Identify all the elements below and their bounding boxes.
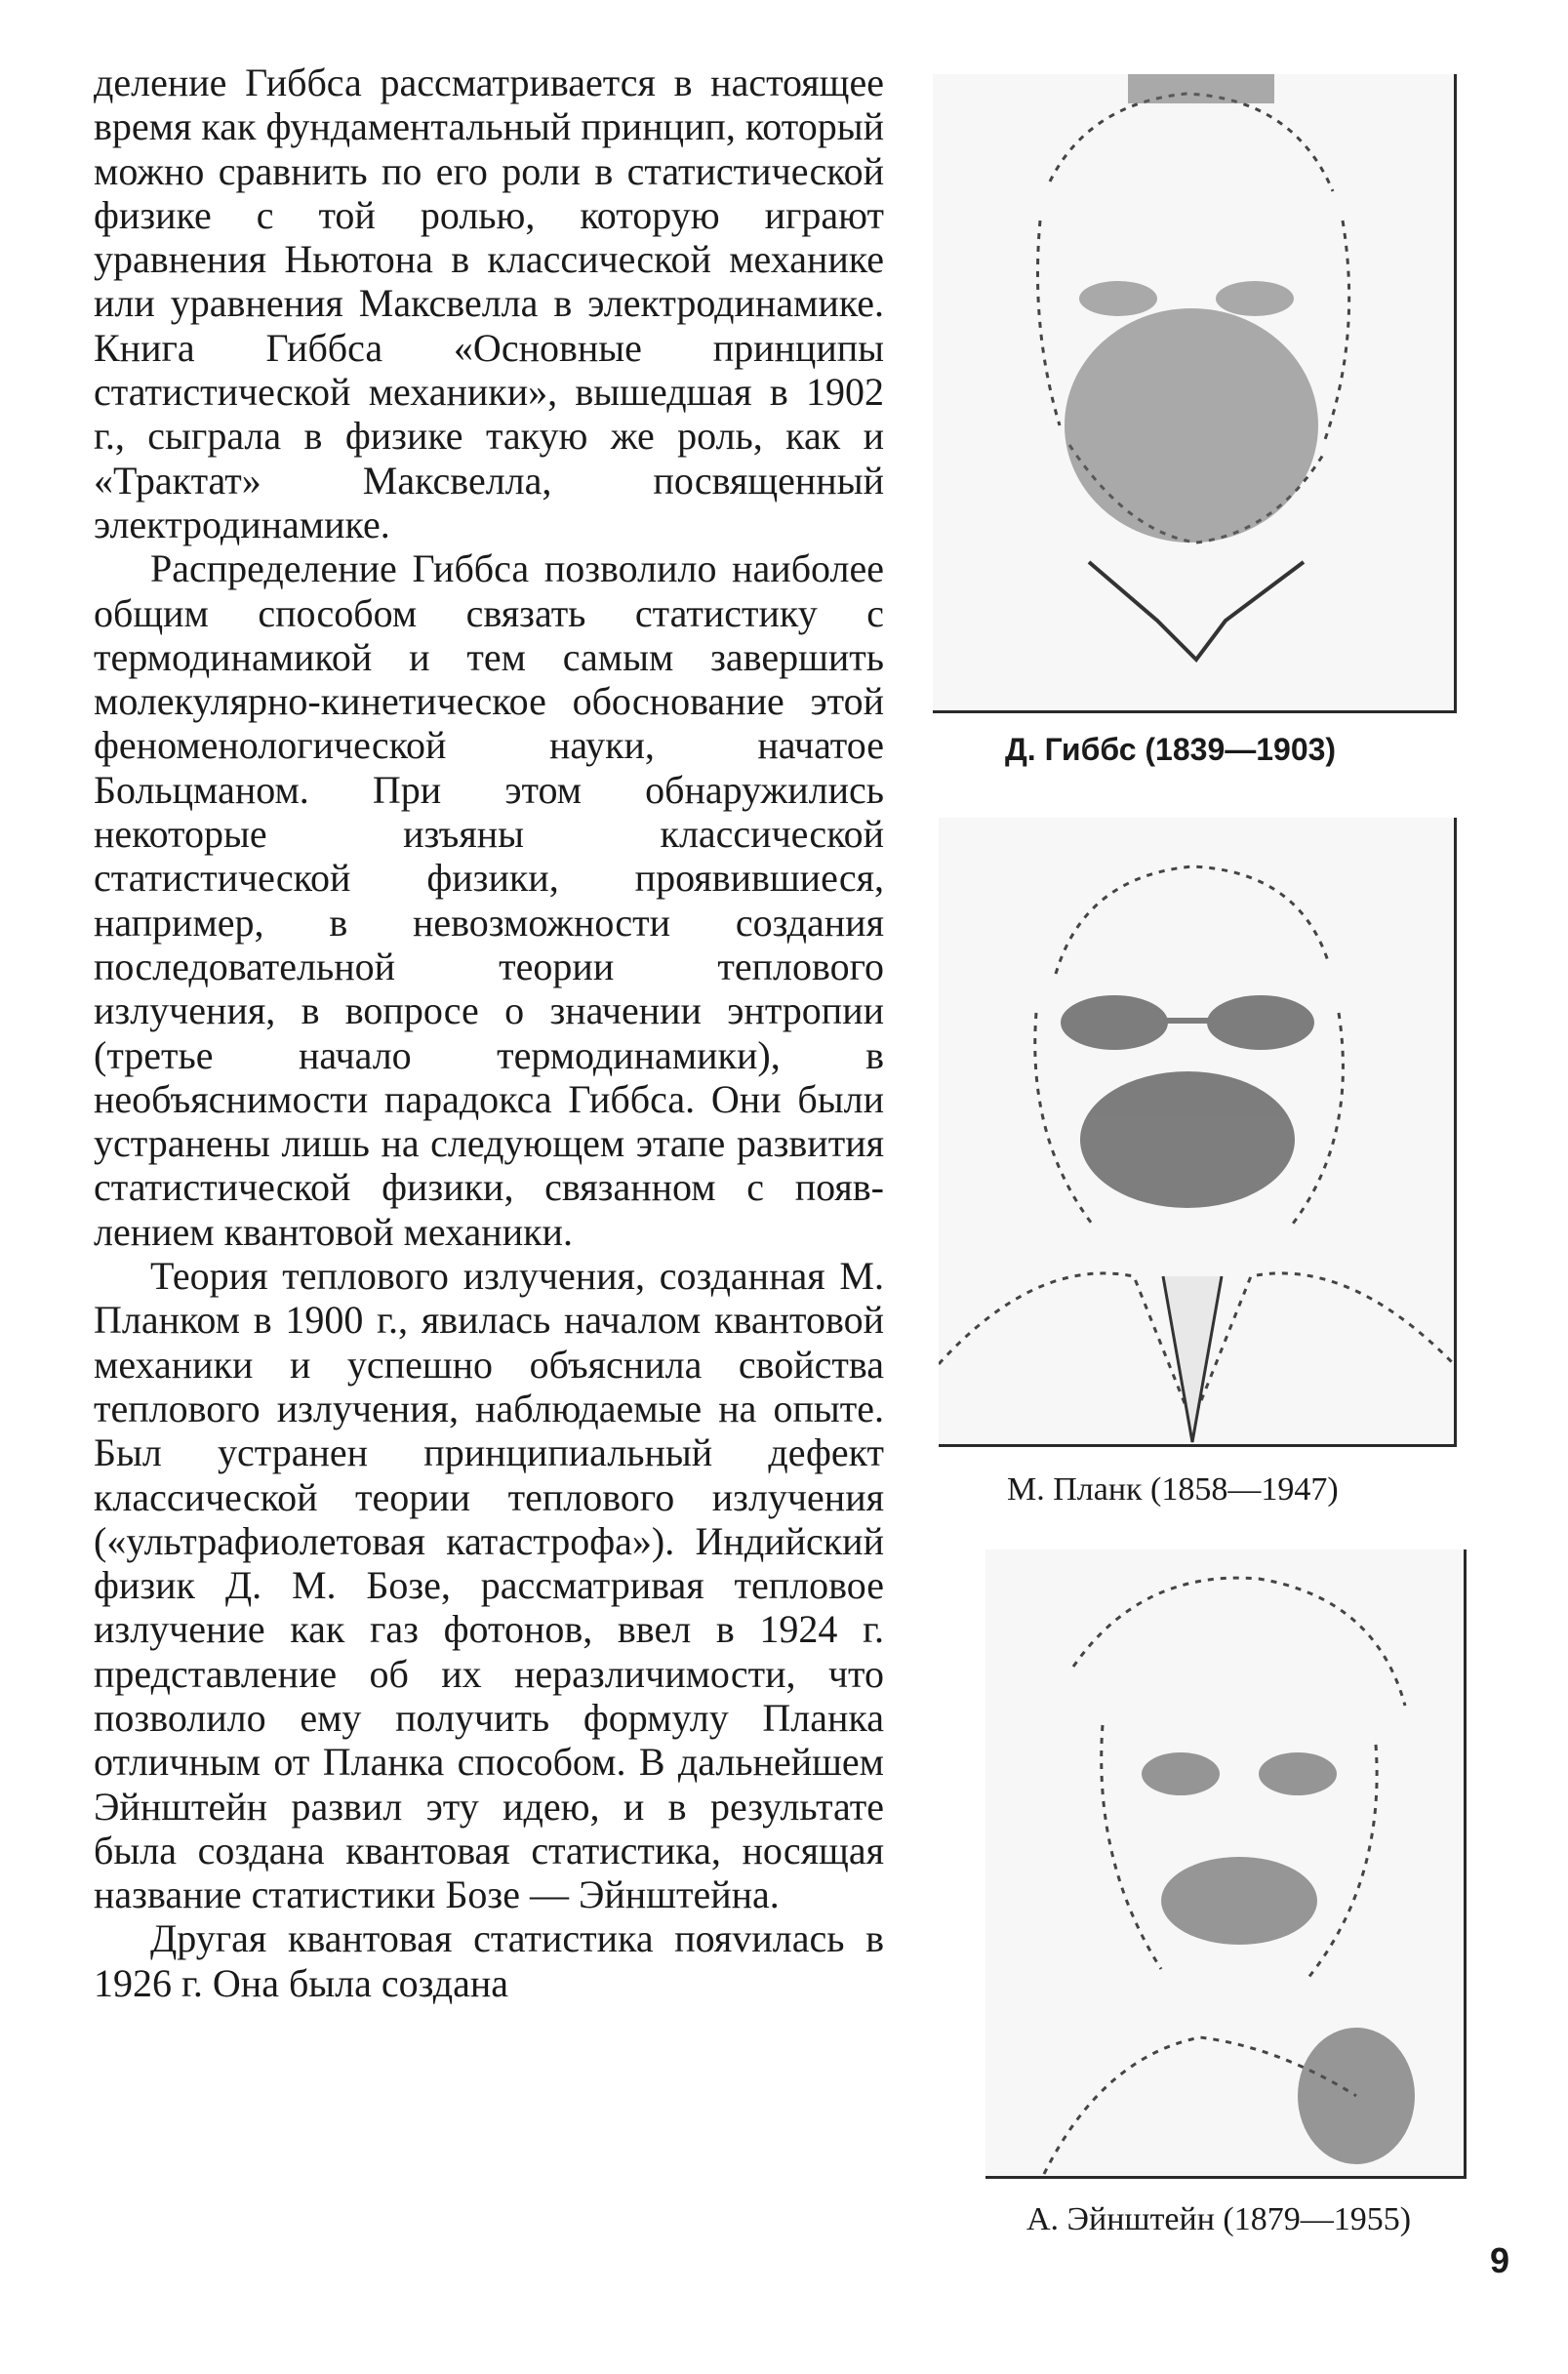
caption-einstein: А. Эйнштейн (1879—1955) bbox=[1026, 2201, 1412, 2237]
caption-gibbs: Д. Гиббс (1839—1903) bbox=[1005, 732, 1337, 767]
paragraph-1: деление Гиббса рассматривается в настоящее время как фундаментальный принцип, который можно сравнить по его роли в статистической физике с той ролью, которую играют уравнения Ньютона в классической механике или уравнения Максвелла в электродинамике. Книга Гиббса «Основные принципы статистической механики», вышедшая в 1902 г., сыграла в физике такую же роль, как и «Трактат» Максвелла, посвященный электродинамике. bbox=[94, 60, 884, 546]
portrait-planck bbox=[939, 818, 1457, 1447]
portrait-gibbs-icon bbox=[933, 74, 1454, 710]
page-number: 9 bbox=[1489, 2240, 1509, 2280]
body-text bbox=[94, 60, 884, 2005]
paragraph-3: Теория теплового излучения, созданная М. Планком в 1900 г., явилась началом квантовой механики и успешно объяснила свойства теплового излучения, наблюдаемые на опыте. Был устранен принципиальный дефект классической теории теплового излучения («ультрафиолетовая катастрофа»). Индийский физик Д. М. Бозе, рассматривая тепловое излучение как газ фотонов, ввел в 1924 г. представление об их неразличимости, что позволило ему получить формулу Планка отличным от Планка способом. В дальнейшем Эйнштейн развил эту идею, и в результате была создана квантовая статистика, носящая название статистики Бозе — Эйнштейна. bbox=[94, 1254, 884, 1917]
paragraph-4: Другая квантовая статистика пояvилась в 1926 г. Она была создана bbox=[94, 1916, 884, 2005]
portrait-einstein-icon bbox=[985, 1549, 1464, 2176]
portrait-einstein bbox=[985, 1549, 1467, 2179]
paragraph-2: Распределение Гиббса позволило наиболее общим способом связать статистику с термодинамикой и тем самым завершить молекулярно-кинетическое обоснование этой феноменологической науки, начатое Больцманом. При этом обнаружились некоторые изъяны классической статистической физики, проявившиеся, например, в невозможности создания последовательной теории теплового излучения, в вопросе о значении энтропии (третье начало термодинамики), в необъяснимости парадокса Гиббса. Они были устранены лишь на следующем этапе развития статистической физики, связанном с появлением квантовой механики. bbox=[94, 546, 884, 1254]
portrait-gibbs bbox=[933, 74, 1457, 713]
portrait-planck-icon bbox=[939, 818, 1454, 1444]
caption-planck: М. Планк (1858—1947) bbox=[1007, 1471, 1339, 1508]
